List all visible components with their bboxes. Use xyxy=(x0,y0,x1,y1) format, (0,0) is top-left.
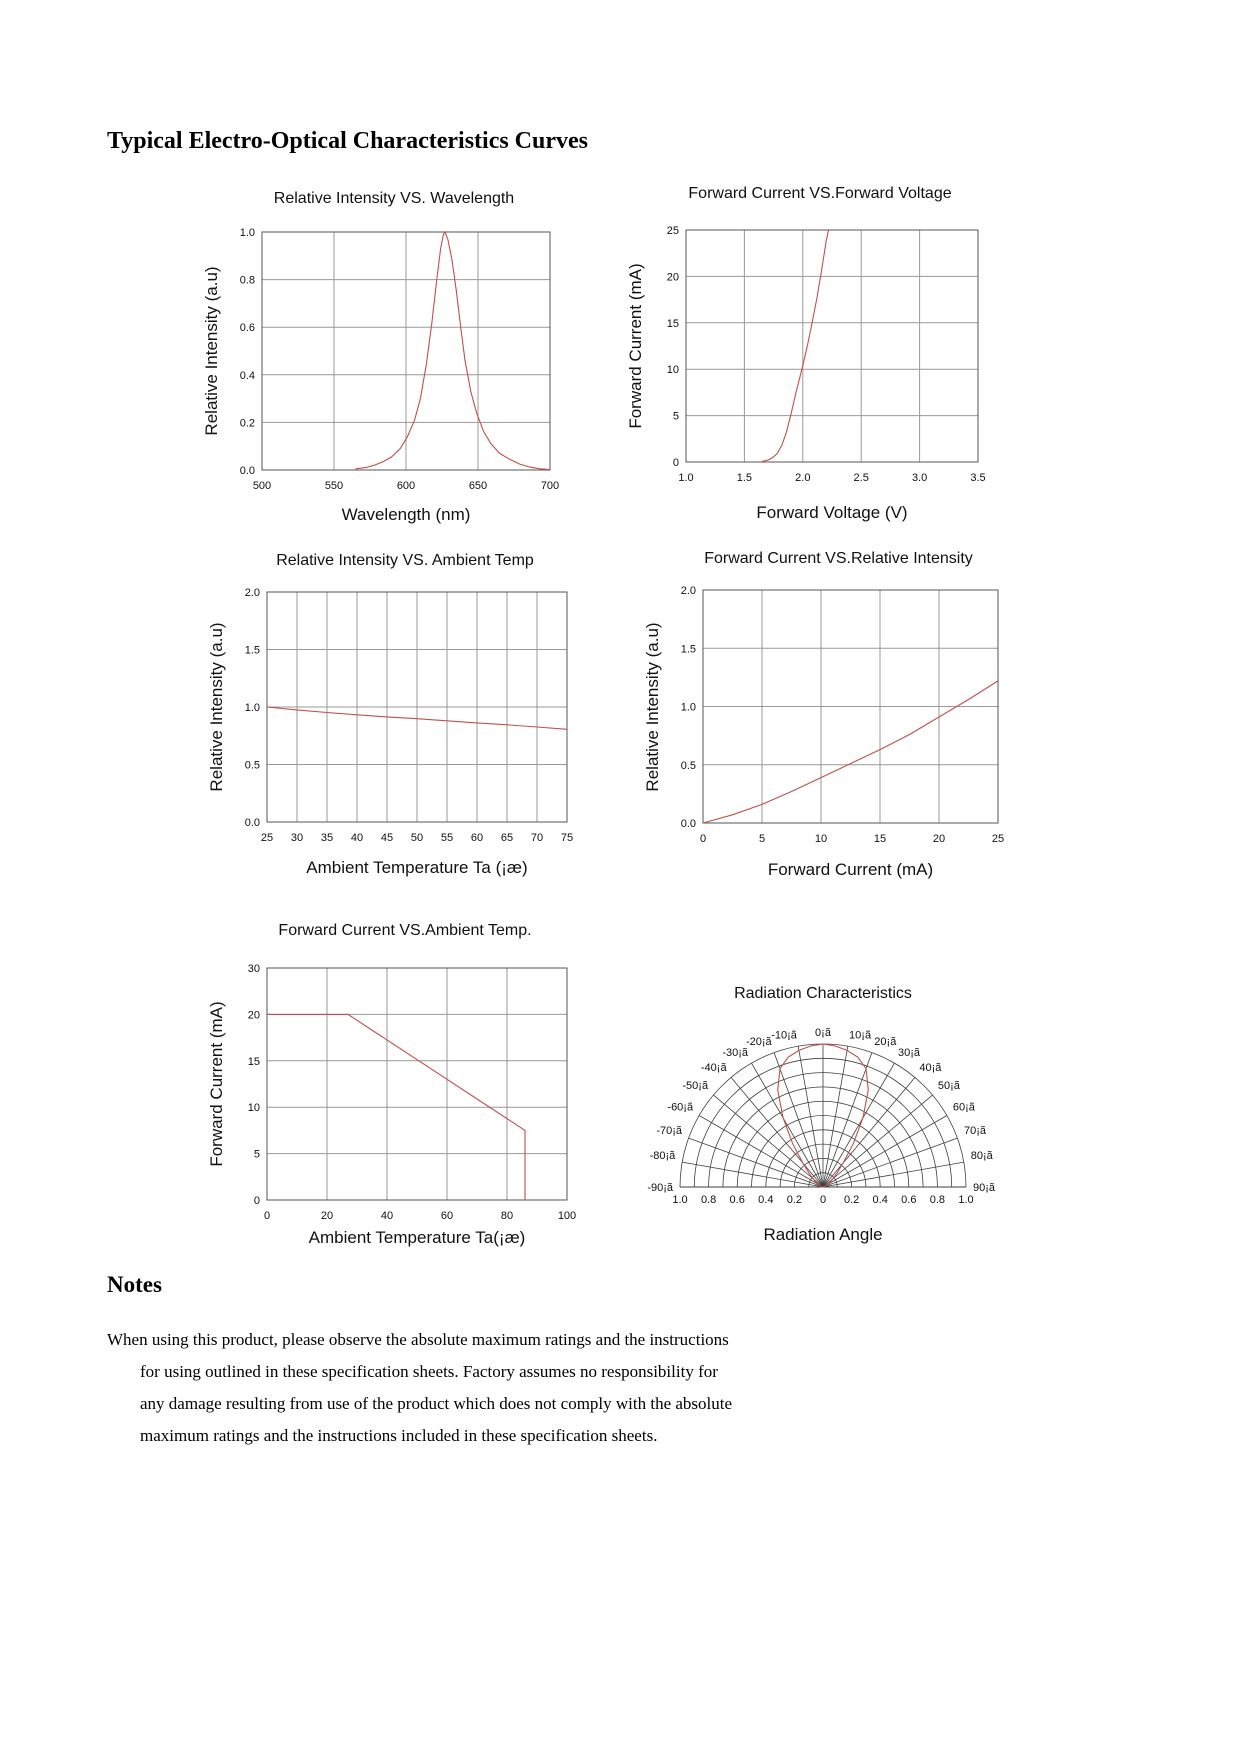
y-axis-label: Forward Current (mA) xyxy=(207,1001,226,1167)
radial-tick-label: 0.2 xyxy=(843,1194,860,1206)
y-tick-label: 0.8 xyxy=(239,274,255,287)
y-tick-label: 25 xyxy=(666,225,679,237)
radial-tick-label: 1.0 xyxy=(672,1194,688,1206)
x-tick-label: 25 xyxy=(260,832,274,844)
x-tick-label: 550 xyxy=(324,480,344,492)
x-tick-label: 45 xyxy=(380,832,394,844)
y-tick-label: 1.0 xyxy=(239,227,255,239)
radial-tick-label: 0 xyxy=(819,1194,827,1206)
intensity-vs-temp-plot xyxy=(215,578,609,854)
x-tick-label: 10 xyxy=(814,833,828,845)
y-tick-label: 5 xyxy=(253,1148,260,1161)
x-tick-label: 1.0 xyxy=(678,472,694,484)
wavelength-spectrum-plot xyxy=(210,218,592,502)
x-axis-label: Forward Voltage (V) xyxy=(756,503,908,522)
y-tick-label: 20 xyxy=(247,1009,260,1022)
y-tick-label: 0.0 xyxy=(239,465,255,477)
y-axis-label: Relative Intensity (a.u) xyxy=(202,266,221,436)
chart-title: Relative Intensity VS. Wavelength xyxy=(273,190,515,207)
relative-intensity-spectrum-curve xyxy=(356,232,550,470)
radial-tick-label: 0.6 xyxy=(901,1194,917,1206)
angle-tick-label: 70¡ã xyxy=(963,1125,986,1138)
y-tick-label: 0.5 xyxy=(244,759,260,772)
angle-tick-label: -30¡ã xyxy=(722,1046,748,1059)
angle-tick-label: 20¡ã xyxy=(874,1035,897,1048)
x-tick-label: 25 xyxy=(991,833,1005,845)
y-tick-label: 0.2 xyxy=(239,417,255,430)
x-tick-label: 0 xyxy=(263,1210,271,1222)
chart-title: Forward Current VS.Relative Intensity xyxy=(704,550,973,567)
chart-title: Relative Intensity VS. Ambient Temp xyxy=(276,552,534,569)
angle-tick-label: -70¡ã xyxy=(656,1125,683,1138)
x-tick-label: 20 xyxy=(320,1210,334,1222)
notes-text-line: any damage resulting from use of the product which does not comply with the absolute xyxy=(140,1394,733,1413)
notes-text-line: When using this product, please observe the absolute maximum ratings and the instructions xyxy=(107,1330,729,1349)
angle-tick-label: 40¡ã xyxy=(919,1061,942,1074)
y-tick-label: 20 xyxy=(666,271,679,284)
y-tick-label: 15 xyxy=(666,317,679,330)
radial-tick-label: 0.8 xyxy=(700,1194,717,1206)
x-tick-label: 5 xyxy=(758,833,766,845)
radial-tick-label: 0.6 xyxy=(729,1194,745,1206)
notes-heading: Notes xyxy=(107,1272,162,1297)
angle-tick-label: 90¡ã xyxy=(973,1182,996,1194)
angle-tick-label: -10¡ã xyxy=(771,1029,797,1042)
y-tick-label: 10 xyxy=(666,364,679,377)
x-tick-label: 2.0 xyxy=(795,472,811,484)
y-tick-label: 0 xyxy=(672,457,679,469)
x-tick-label: 500 xyxy=(252,480,272,492)
x-axis-label: Ambient Temperature Ta(¡æ) xyxy=(308,1228,526,1247)
y-tick-label: 1.0 xyxy=(244,702,260,714)
x-tick-label: 60 xyxy=(470,832,484,844)
x-tick-label: 1.5 xyxy=(736,472,753,484)
x-tick-label: 100 xyxy=(557,1210,577,1222)
x-tick-label: 60 xyxy=(440,1210,454,1222)
y-tick-label: 1.5 xyxy=(680,643,696,656)
angle-tick-label: 60¡ã xyxy=(952,1101,975,1114)
radial-tick-label: 0.4 xyxy=(758,1194,774,1206)
chart-title: Forward Current VS.Ambient Temp. xyxy=(278,922,532,939)
x-axis-label: Forward Current (mA) xyxy=(767,860,934,879)
y-tick-label: 2.0 xyxy=(244,587,260,599)
angle-tick-label: 0¡ã xyxy=(815,1027,831,1039)
page-title: Typical Electro-Optical Characteristics Curves xyxy=(107,128,589,154)
derating-plot xyxy=(215,954,609,1232)
angle-tick-label: -60¡ã xyxy=(667,1101,694,1114)
x-tick-label: 3.5 xyxy=(970,472,986,484)
x-tick-label: 20 xyxy=(932,833,946,845)
x-tick-label: 40 xyxy=(350,832,364,844)
iv-curve-curve xyxy=(762,230,829,462)
x-tick-label: 30 xyxy=(290,832,304,844)
x-tick-label: 55 xyxy=(440,832,454,844)
radiation-pattern-plot xyxy=(620,996,1026,1227)
angle-tick-label: 30¡ã xyxy=(898,1046,921,1059)
y-tick-label: 0.4 xyxy=(239,369,255,382)
x-tick-label: 2.5 xyxy=(853,472,869,484)
y-tick-label: 0 xyxy=(253,1195,260,1207)
radial-tick-label: 1.0 xyxy=(958,1194,974,1206)
x-tick-label: 15 xyxy=(873,833,887,845)
y-tick-label: 0.6 xyxy=(239,322,255,335)
angle-tick-label: -40¡ã xyxy=(700,1061,727,1074)
y-tick-label: 0.5 xyxy=(680,759,696,772)
angle-tick-label: 10¡ã xyxy=(849,1029,872,1042)
x-tick-label: 50 xyxy=(410,832,424,844)
x-tick-label: 3.0 xyxy=(911,472,928,484)
x-tick-label: 65 xyxy=(500,832,514,844)
x-tick-label: 75 xyxy=(560,832,574,844)
x-tick-label: 600 xyxy=(396,480,416,492)
x-axis-label: Ambient Temperature Ta (¡æ) xyxy=(306,858,528,877)
notes-text-line: maximum ratings and the instructions included in these specification sheets. xyxy=(140,1426,658,1445)
y-axis-label: Forward Current (mA) xyxy=(626,263,645,429)
intensity-vs-current-curve xyxy=(703,681,998,823)
x-tick-label: 40 xyxy=(380,1210,394,1222)
angle-tick-label: 50¡ã xyxy=(937,1080,960,1093)
chart-title: Radiation Characteristics xyxy=(734,985,912,1002)
plot-frame xyxy=(267,968,567,1200)
y-tick-label: 2.0 xyxy=(680,585,696,597)
x-axis-label: Radiation Angle xyxy=(763,1225,883,1244)
y-tick-label: 30 xyxy=(247,963,260,975)
radial-tick-label: 0.4 xyxy=(872,1194,888,1206)
angle-tick-label: 80¡ã xyxy=(970,1150,993,1163)
y-tick-label: 10 xyxy=(247,1102,260,1115)
chart-title: Forward Current VS.Forward Voltage xyxy=(688,185,952,202)
y-tick-label: 5 xyxy=(672,410,679,423)
y-tick-label: 1.0 xyxy=(680,701,696,714)
y-tick-label: 0.0 xyxy=(244,817,260,829)
angle-tick-label: -80¡ã xyxy=(649,1150,676,1163)
x-tick-label: 35 xyxy=(320,832,334,844)
angle-tick-label: -50¡ã xyxy=(682,1080,709,1093)
y-tick-label: 15 xyxy=(247,1055,260,1068)
x-tick-label: 80 xyxy=(500,1210,514,1222)
x-tick-label: 650 xyxy=(468,480,488,492)
x-tick-label: 700 xyxy=(540,480,560,492)
y-axis-label: Relative Intensity (a.u) xyxy=(643,621,662,792)
y-tick-label: 1.5 xyxy=(244,644,260,657)
angle-tick-label: -90¡ã xyxy=(647,1182,673,1194)
intensity-vs-current-plot xyxy=(651,576,1040,855)
x-axis-label: Wavelength (nm) xyxy=(341,505,471,524)
radial-tick-label: 0.2 xyxy=(786,1194,803,1206)
y-tick-label: 0.0 xyxy=(680,818,696,830)
x-tick-label: 70 xyxy=(530,832,544,844)
radial-tick-label: 0.8 xyxy=(929,1194,946,1206)
y-axis-label: Relative Intensity (a.u) xyxy=(207,622,226,792)
plot-frame xyxy=(686,230,978,462)
iv-curve-plot xyxy=(634,216,1020,494)
x-tick-label: 0 xyxy=(699,833,707,845)
angle-tick-label: -20¡ã xyxy=(746,1035,772,1048)
notes-text-line: for using outlined in these specification sheets. Factory assumes no responsibility for xyxy=(140,1362,718,1381)
